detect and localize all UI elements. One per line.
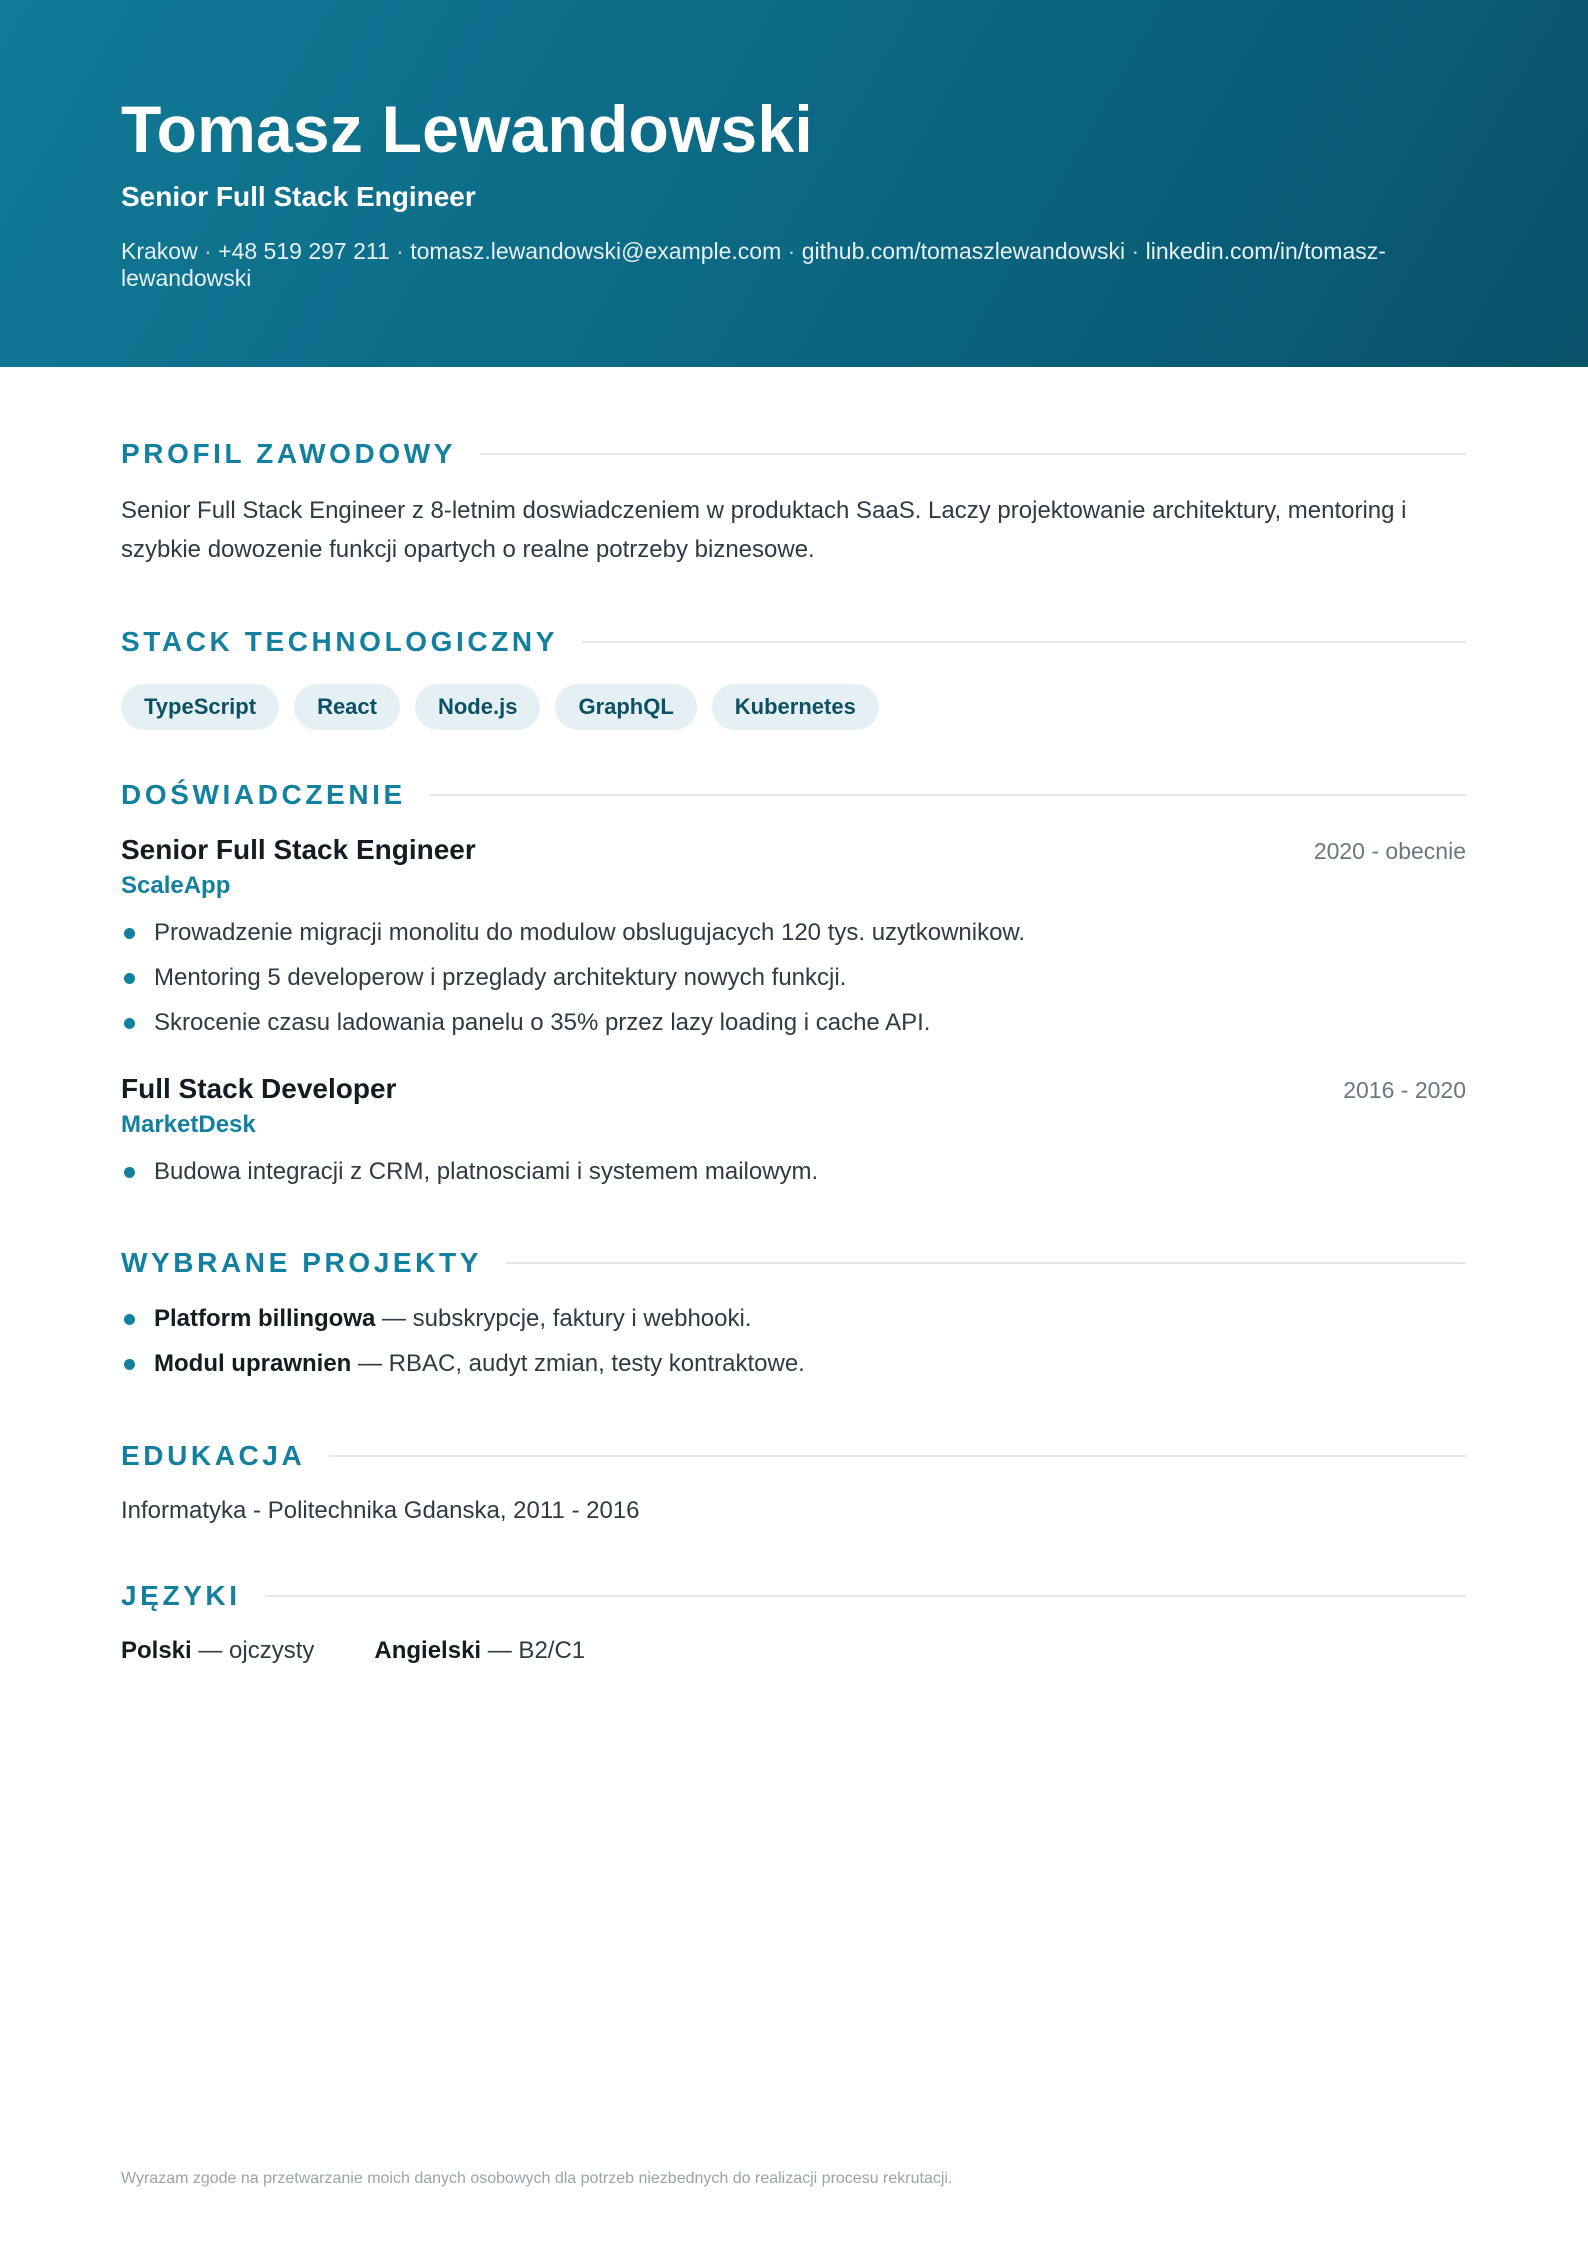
section-header (121, 1439, 1466, 1473)
job-title: Senior Full Stack Engineer (121, 834, 476, 865)
tech-chip: Node.js (415, 684, 540, 730)
bullet-dot-icon (124, 1359, 135, 1370)
list-item: Budowa integracji z CRM, platnosciami i systemem mailowym. (121, 1149, 1466, 1194)
contact-city: Krakow (121, 238, 198, 264)
project-desc: — subskrypcje, faktury i webhooki. (375, 1305, 752, 1332)
job-bullet-list (121, 1149, 1466, 1194)
section-header (121, 437, 1466, 471)
job-header (121, 1073, 1466, 1105)
contact-email[interactable]: tomasz.lewandowski@example.com (410, 238, 782, 264)
list-item: Mentoring 5 developerow i przeglady architektury nowych funkcji. (121, 955, 1466, 1000)
bullet-dot-icon (124, 1167, 135, 1178)
section-experience (121, 778, 1466, 1194)
section-divider (480, 453, 1466, 455)
job-entry (121, 834, 1466, 1045)
resume-body (0, 367, 1588, 1665)
section-title: EDUKACJA (121, 1440, 306, 1471)
job-company: MarketDesk (121, 1111, 256, 1138)
section-divider (582, 641, 1466, 643)
section-divider (329, 1455, 1466, 1457)
language-item: Polski — ojczysty (121, 1637, 315, 1664)
job-header (121, 834, 1466, 866)
header-banner (0, 0, 1588, 367)
section-title: DOŚWIADCZENIE (121, 779, 406, 810)
contact-phone: +48 519 297 211 (218, 238, 390, 264)
job-entry (121, 1073, 1466, 1194)
project-list (121, 1296, 1466, 1386)
bullet-dot-icon (124, 928, 135, 939)
section-profile (121, 437, 1466, 569)
tech-chip-list (121, 684, 1466, 730)
profile-summary: Senior Full Stack Engineer z 8-letnim doswiadczeniem w produktach SaaS. Laczy projektowanie architektury, mentoring i szybkie dowozenie funkcji opartych o realne potrzeby biznesowe. (121, 497, 1407, 563)
bullet-dot-icon (124, 1018, 135, 1029)
section-title: STACK TECHNOLOGICZNY (121, 626, 559, 657)
bullet-dot-icon (124, 1314, 135, 1325)
contact-github[interactable]: github.com/tomaszlewandowski (801, 238, 1126, 264)
tech-chip: GraphQL (555, 684, 696, 730)
list-item: Skrocenie czasu ladowania panelu o 35% przez lazy loading i cache API. (121, 1000, 1466, 1045)
language-item: Angielski — B2/C1 (374, 1637, 586, 1664)
section-title: PROFIL ZAWODOWY (121, 438, 457, 469)
project-desc: — RBAC, audyt zmian, testy kontraktowe. (351, 1350, 805, 1377)
job-dates: 2016 - 2020 (1343, 1077, 1466, 1103)
section-education (121, 1439, 1466, 1530)
section-header (121, 625, 1466, 659)
section-divider (430, 794, 1466, 796)
section-title: WYBRANE PROJEKTY (121, 1247, 482, 1278)
section-divider (265, 1595, 1466, 1597)
gdpr-consent-note: Wyrazam zgode na przetwarzanie moich danych osobowych dla potrzeb niezbednych do realizacji procesu rekrutacji. (121, 2170, 953, 2187)
section-stack (121, 625, 1466, 730)
section-header (121, 1246, 1466, 1280)
tech-chip: TypeScript (121, 684, 279, 730)
tech-chip: Kubernetes (712, 684, 879, 730)
job-dates: 2020 - obecnie (1313, 838, 1466, 864)
language-list (121, 1637, 1466, 1665)
section-projects (121, 1246, 1466, 1386)
candidate-name: Tomasz Lewandowski (121, 92, 813, 166)
list-item (121, 1296, 1466, 1341)
section-title: JĘZYKI (121, 1580, 241, 1611)
project-name: Platform billingowa (154, 1305, 376, 1332)
candidate-role: Senior Full Stack Engineer (121, 181, 476, 212)
section-header (121, 1579, 1466, 1613)
section-header (121, 778, 1466, 812)
job-bullet-list (121, 910, 1466, 1045)
section-languages (121, 1579, 1466, 1665)
contact-line: Krakow · +48 519 297 211 · tomasz.lewandowski@example.com · github.com/tomaszlewandowski · linkedin.com/in/tomasz-lewandowski (121, 238, 1386, 291)
job-company: ScaleApp (121, 872, 231, 899)
bullet-dot-icon (124, 973, 135, 984)
tech-chip: React (294, 684, 400, 730)
contact-linkedin[interactable]: linkedin.com/in/tomasz-lewandowski (121, 238, 1386, 291)
section-divider (506, 1262, 1466, 1264)
job-title: Full Stack Developer (121, 1073, 397, 1104)
list-item (121, 1341, 1466, 1386)
education-entry: Informatyka - Politechnika Gdanska, 2011 - 2016 (121, 1497, 640, 1524)
project-name: Modul uprawnien (154, 1350, 352, 1377)
list-item: Prowadzenie migracji monolitu do modulow obslugujacych 120 tys. uzytkownikow. (121, 910, 1466, 955)
